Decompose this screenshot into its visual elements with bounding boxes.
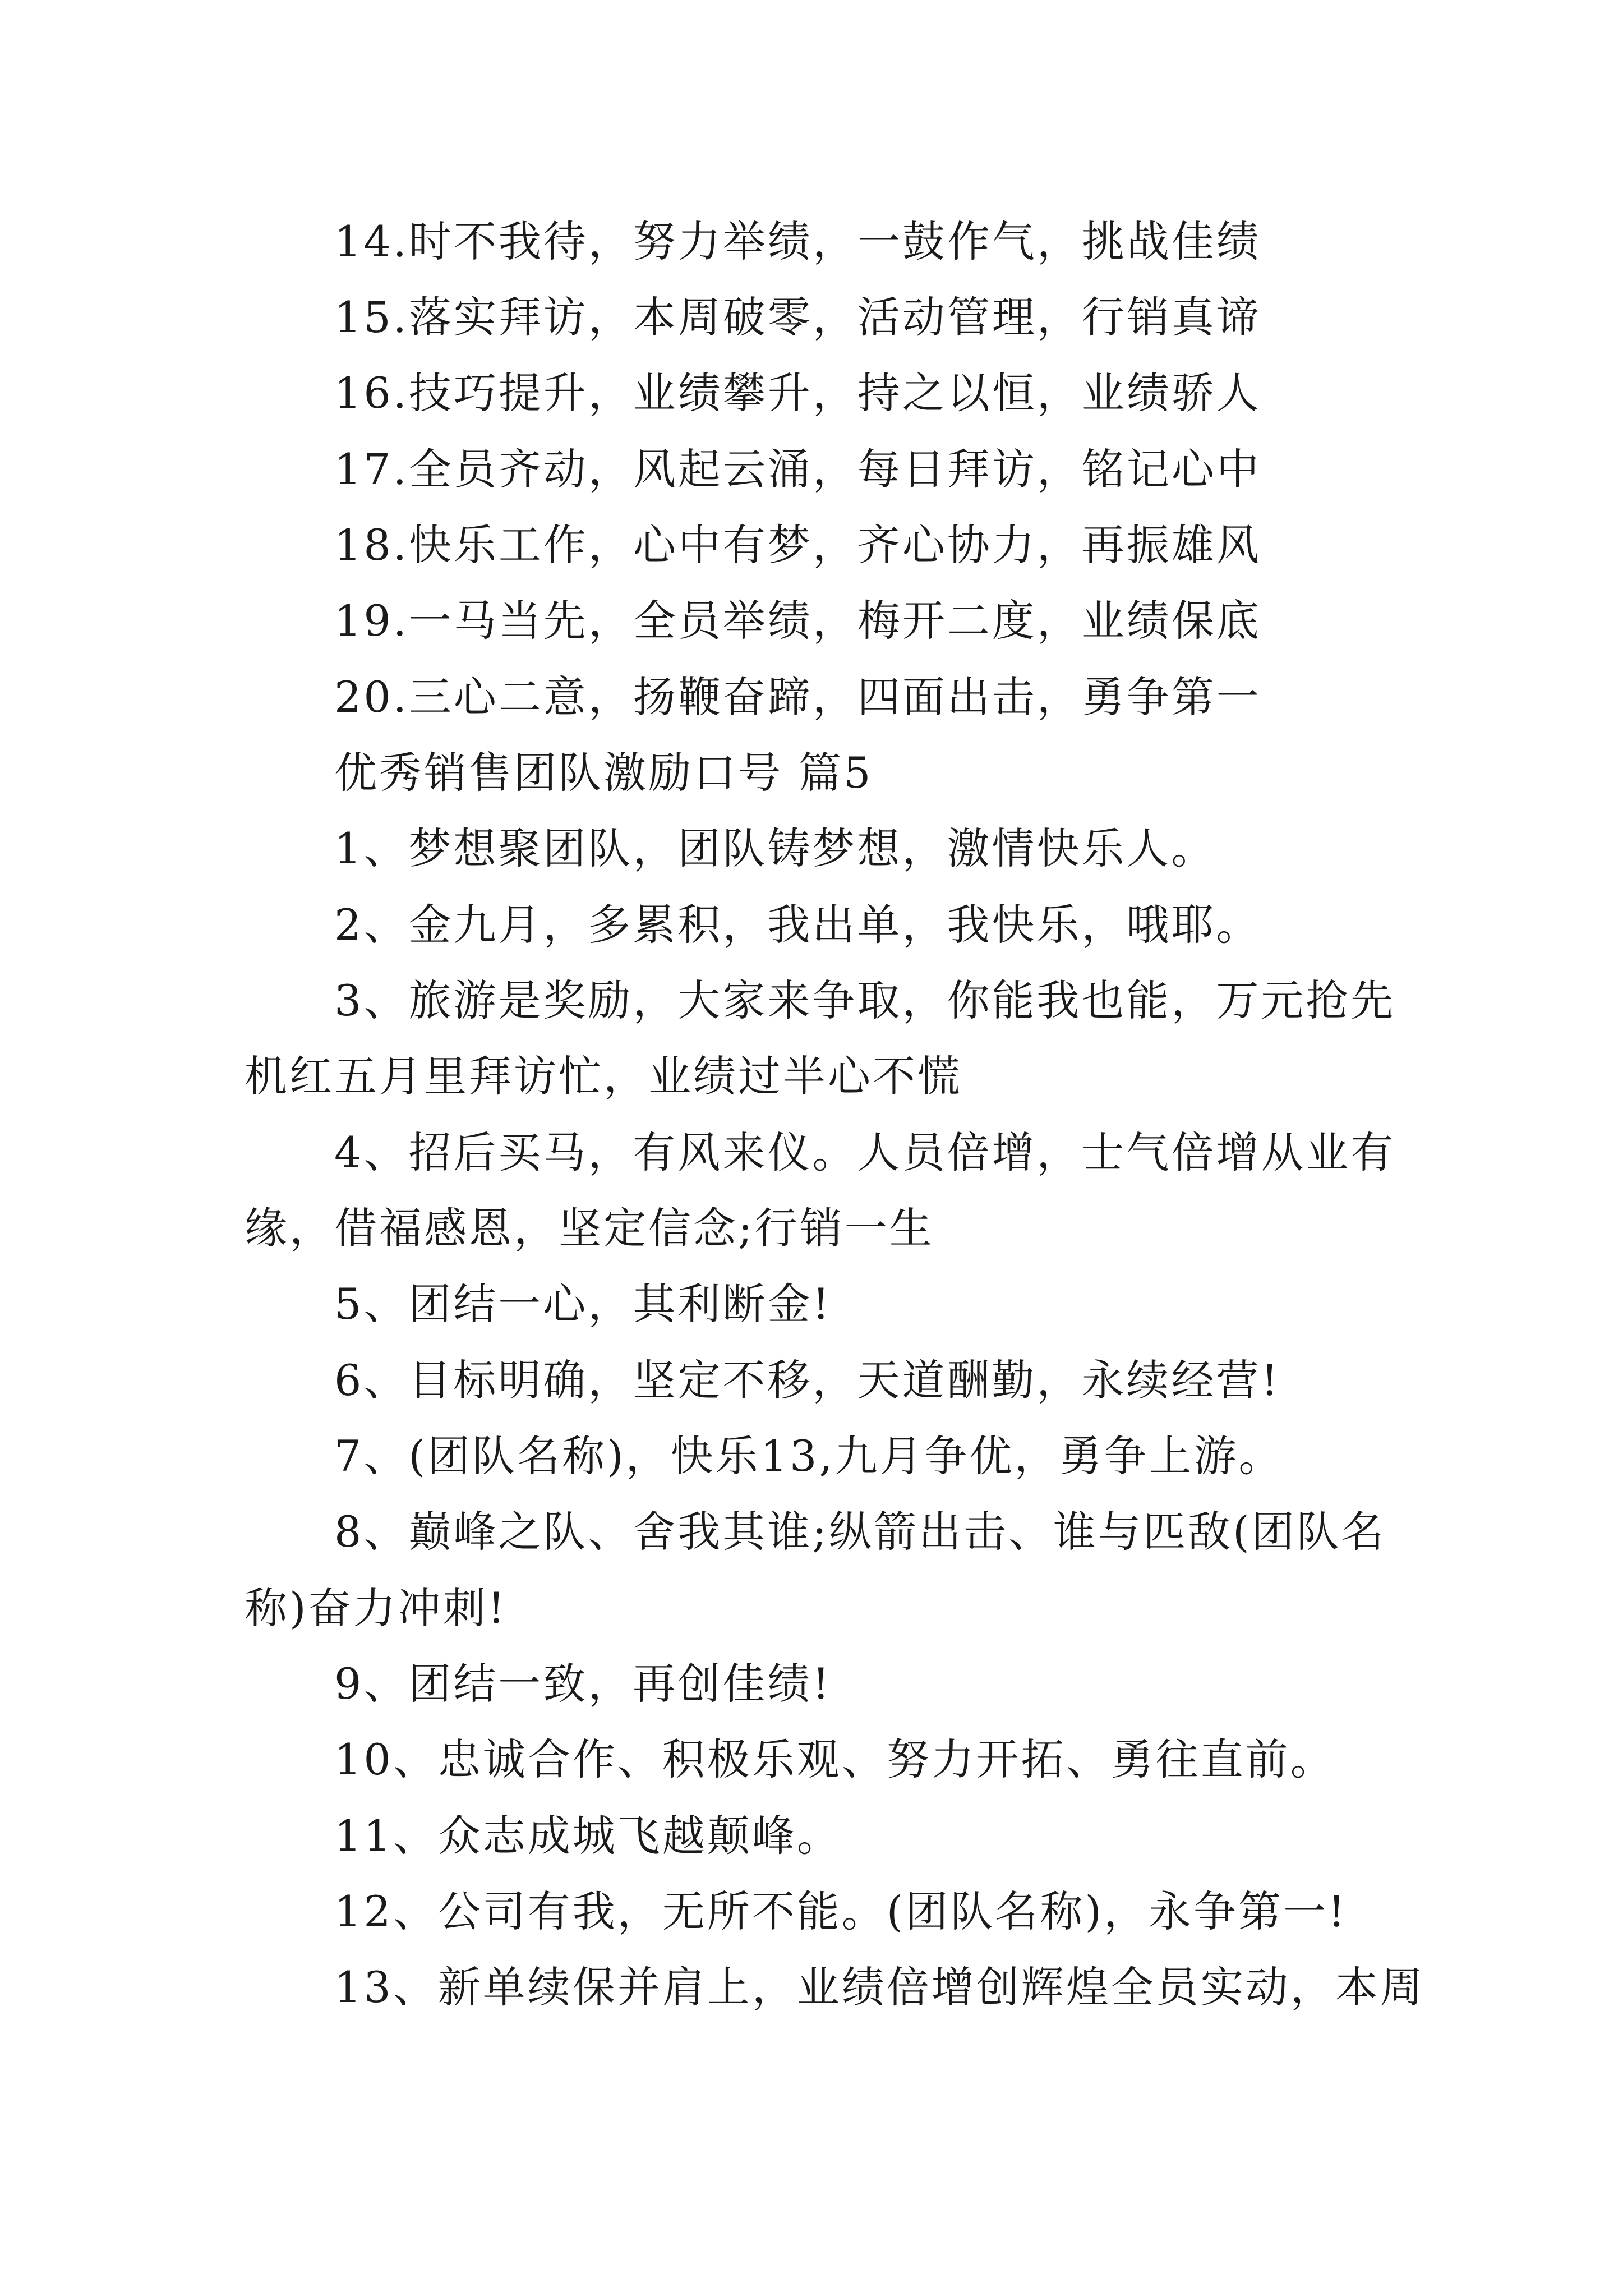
text-line: 称)奋力冲刺!: [245, 1583, 508, 1633]
text-line: 机红五月里拜访忙，业绩过半心不慌: [245, 1051, 962, 1101]
section-heading: 优秀销售团队激励口号 篇5: [334, 748, 873, 798]
text-line: 18.快乐工作，心中有梦，齐心协力，再振雄风: [334, 520, 1261, 570]
text-line: 14.时不我待，努力举绩，一鼓作气，挑战佳绩: [334, 217, 1261, 266]
text-line: 11、众志成城飞越颠峰。: [334, 1811, 842, 1861]
text-line: 19.一马当先，全员举绩，梅开二度，业绩保底: [334, 596, 1261, 646]
text-line: 2、金九月，多累积，我出单，我快乐，哦耶。: [334, 900, 1261, 950]
text-line: 7、(团队名称)，快乐13,九月争优，勇争上游。: [334, 1431, 1284, 1481]
text-line: 15.落实拜访，本周破零，活动管理，行销真谛: [334, 292, 1261, 342]
text-line: 17.全员齐动，风起云涌，每日拜访，铭记心中: [334, 444, 1261, 494]
text-line: 5、团结一心，其利断金!: [334, 1279, 832, 1329]
text-line: 9、团结一致，再创佳绩!: [334, 1659, 832, 1709]
text-line: 16.技巧提升，业绩攀升，持之以恒，业绩骄人: [334, 368, 1261, 418]
text-line: 4、招后买马，有风来仪。人员倍增，士气倍增从业有: [334, 1128, 1396, 1177]
text-line: 10、忠诚合作、积极乐观、努力开拓、勇往直前。: [334, 1734, 1335, 1784]
text-line: 8、巅峰之队、舍我其谁;纵箭出击、谁与匹敌(团队名: [334, 1507, 1386, 1557]
text-line: 缘，借福感恩，坚定信念;行销一生: [245, 1203, 934, 1253]
text-line: 3、旅游是奖励，大家来争取，你能我也能，万元抢先: [334, 976, 1396, 1025]
text-line: 1、梦想聚团队，团队铸梦想，激情快乐人。: [334, 823, 1216, 873]
text-line: 12、公司有我，无所不能。(团队名称)，永争第一!: [334, 1887, 1348, 1936]
text-line: 6、目标明确，坚定不移，天道酬勤，永续经营!: [334, 1355, 1280, 1405]
text-line: 13、新单续保并肩上，业绩倍增创辉煌全员实动，本周: [334, 1962, 1425, 2012]
text-line: 20.三心二意，扬鞭奋蹄，四面出击，勇争第一: [334, 672, 1261, 722]
